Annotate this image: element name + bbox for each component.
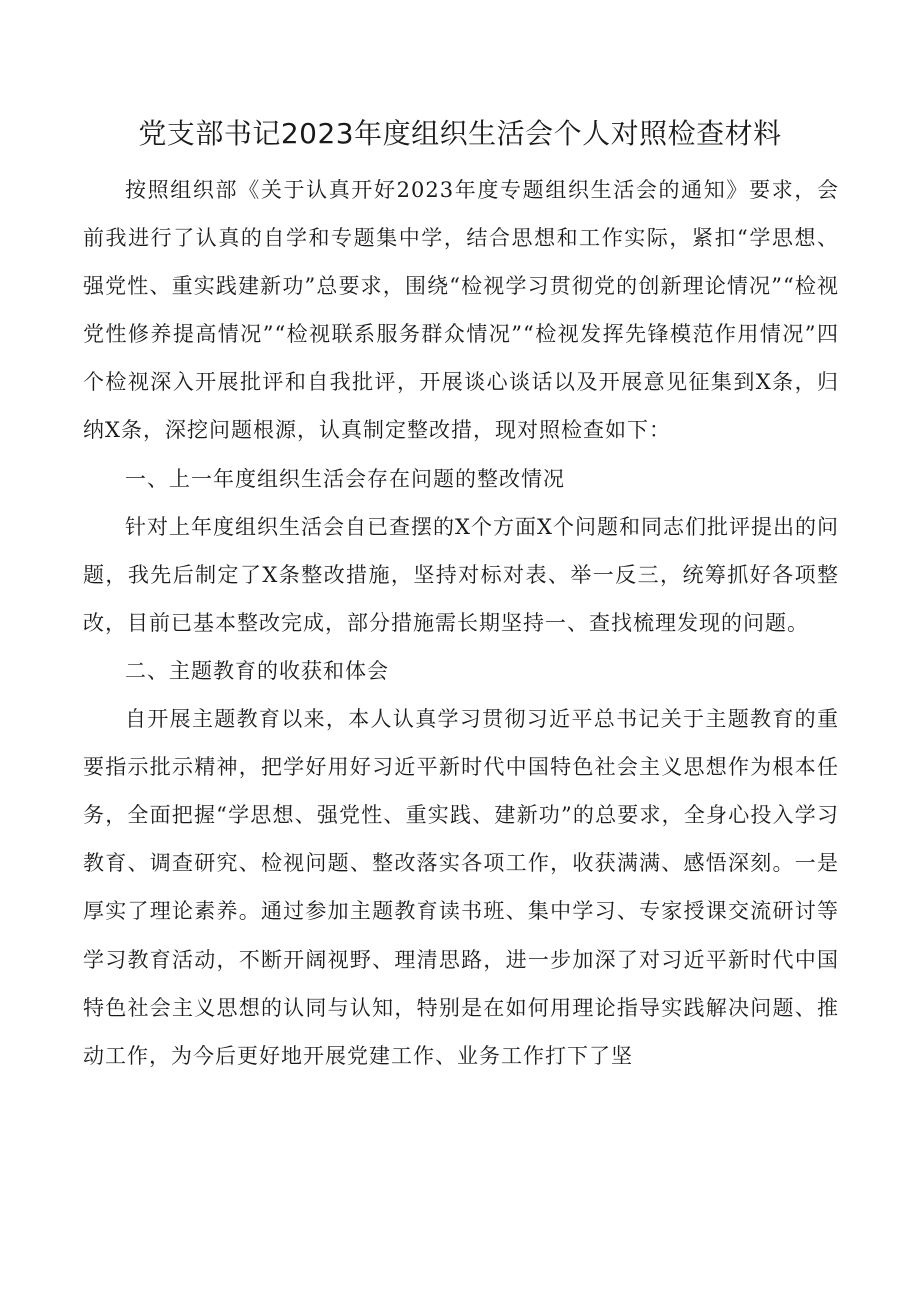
document-title: 党支部书记2023年度组织生活会个人对照检查材料 (138, 117, 782, 150)
paragraph-rectification: 针对上年度组织生活会自已查摆的X个方面X个问题和同志们批评提出的问题，我先后制定了X条整改措施，坚持对标对表、举一反三，统筹抓好各项整改，目前已基本整改完成，部分措施需长期坚持一、查找梳理发现的问题。 (83, 514, 839, 635)
paragraph-intro: 按照组织部《关于认真开好2023年度专题组织生活会的通知》要求，会前我进行了认真的自学和专题集中学，结合思想和工作实际，紧扣“学思想、强党性、重实践建新功”总要求，围绕“检视学习贯彻党的创新理论情况”“检视党性修养提高情况”“检视联系服务群众情况”“检视发挥先锋模范作用情况”四个检视深入开展批评和自我批评，开展谈心谈话以及开展意见征集到X条，归纳X条，深挖问题根源，认真制定整改措，现对照检查如下： (83, 178, 839, 443)
paragraph-education: 自开展主题教育以来，本人认真学习贯彻习近平总书记关于主题教育的重要指示批示精神，把学好用好习近平新时代中国特色社会主义思想作为根本任务，全面把握“学思想、强党性、重实践、建新功”的总要求，全身心投入学习教育、调查研究、检视问题、整改落实各项工作，收获满满、感悟深刻。一是厚实了理论素养。通过参加主题教育读书班、集中学习、专家授课交流研讨等学习教育活动，不断开阔视野、理清思路，进一步加深了对习近平新时代中国特色社会主义思想的认同与认知，特别是在如何用理论指导实践解决问题、推动工作，为今后更好地开展党建工作、业务工作打下了坚 (83, 707, 839, 1068)
document-body (83, 166, 839, 1080)
section-heading-1: 一、上一年度组织生活会存在问题的整改情况 (125, 466, 565, 491)
section-heading-2: 二、主题教育的收获和体会 (125, 658, 389, 683)
